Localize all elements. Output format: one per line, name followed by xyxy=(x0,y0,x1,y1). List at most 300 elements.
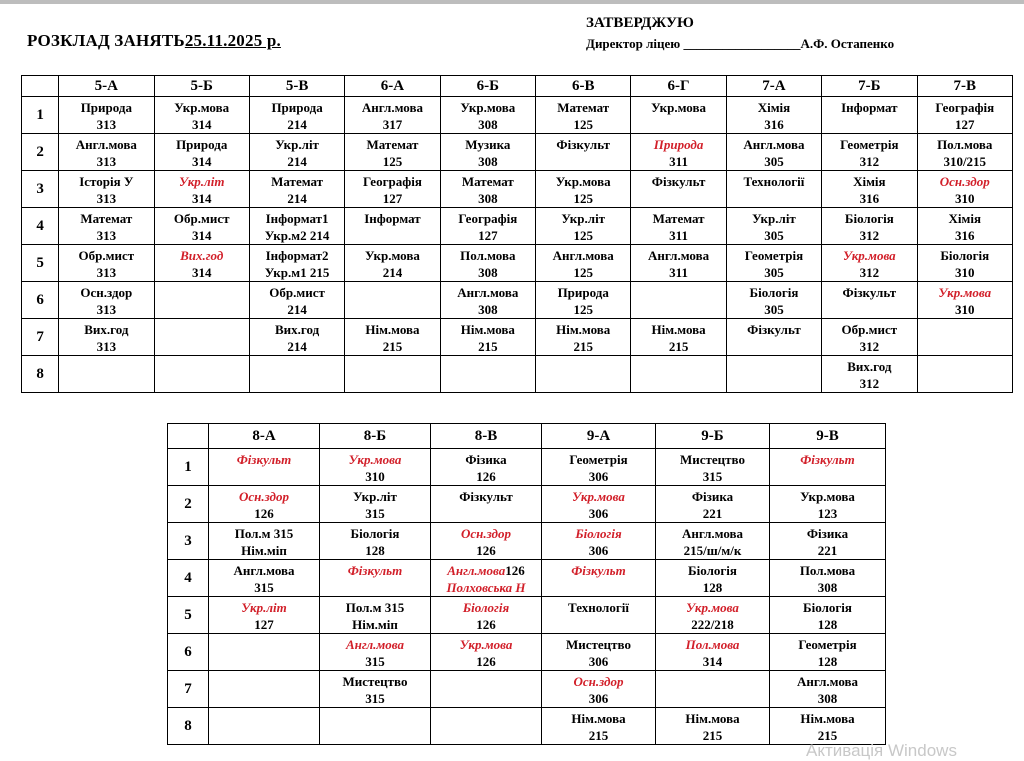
corner-cell xyxy=(22,76,59,97)
lesson-cell xyxy=(209,486,320,523)
lesson-row xyxy=(168,634,886,671)
subject-name: Фізкульт xyxy=(236,452,292,467)
lesson-cell xyxy=(431,634,542,671)
class-header: 7-А xyxy=(726,76,821,97)
room-number: 125 xyxy=(573,191,593,206)
lesson-cell xyxy=(822,356,917,393)
subject-name: Англ.мова xyxy=(361,100,423,115)
class-header: 8-Б xyxy=(320,424,431,449)
room-number: 305 xyxy=(764,228,784,243)
class-header: 8-А xyxy=(209,424,320,449)
lesson-cell xyxy=(542,486,656,523)
lesson-cell xyxy=(154,319,249,356)
lesson-cell xyxy=(440,97,535,134)
lesson-cell xyxy=(209,523,320,560)
lesson-number: 5 xyxy=(168,597,209,634)
lesson-cell xyxy=(431,449,542,486)
subject-name: Біологія xyxy=(940,248,990,263)
lesson-cell xyxy=(320,708,431,745)
lesson-row xyxy=(168,560,886,597)
subject-name: Хімія xyxy=(853,174,886,189)
lesson-cell xyxy=(59,208,154,245)
room-number: 310/215 xyxy=(943,154,987,169)
lesson-cell xyxy=(345,245,440,282)
room-number: 215 xyxy=(573,339,593,354)
page-title xyxy=(27,31,281,51)
lesson-cell xyxy=(536,208,631,245)
subject-name: Вих.год xyxy=(180,248,224,263)
lesson-number: 1 xyxy=(22,97,59,134)
room-number: 312 xyxy=(859,154,880,169)
room-number: 126 xyxy=(476,617,496,632)
room-number: 310 xyxy=(955,265,975,280)
subject-name: Біологія xyxy=(749,285,799,300)
lesson-cell xyxy=(631,97,726,134)
schedule-table-grades-5-7 xyxy=(21,75,1013,393)
subject-name: Природа xyxy=(653,137,704,152)
room-number: 312 xyxy=(859,265,880,280)
room-number: Нім.міп xyxy=(352,617,398,632)
room-number: 312 xyxy=(859,376,880,391)
lesson-cell xyxy=(345,356,440,393)
window-top-border xyxy=(0,0,1024,4)
table-header-row xyxy=(22,76,1013,97)
room-number: 314 xyxy=(191,154,212,169)
approval-block xyxy=(586,15,894,52)
lesson-cell xyxy=(822,245,917,282)
lesson-cell xyxy=(440,134,535,171)
room-number: 312 xyxy=(859,339,880,354)
lesson-cell xyxy=(656,634,770,671)
lesson-cell xyxy=(209,597,320,634)
room-number: 126 xyxy=(476,654,496,669)
room-number: 214 xyxy=(287,117,307,132)
lesson-row xyxy=(168,449,886,486)
subject-name: Хімія xyxy=(948,211,981,226)
lesson-cell xyxy=(345,282,440,319)
lesson-cell xyxy=(726,171,821,208)
room-number: 125 xyxy=(573,117,593,132)
room-number: 314 xyxy=(191,265,212,280)
room-number: 215 xyxy=(702,728,723,743)
subject-name: Осн.здор xyxy=(239,489,289,504)
subject-name: Осн.здор xyxy=(939,174,990,189)
lesson-cell xyxy=(431,523,542,560)
subject-name: Технології xyxy=(743,174,805,189)
director-signature-line: Директор ліцею __________________А.Ф. Остапенко xyxy=(586,36,895,51)
subject-name: Обр.мист xyxy=(78,248,135,263)
room-number: 221 xyxy=(702,506,723,521)
room-number: 313 xyxy=(96,265,117,280)
class-header: 9-В xyxy=(770,424,886,449)
lesson-cell xyxy=(249,245,344,282)
lesson-cell xyxy=(431,486,542,523)
subject-name: Нім.мова xyxy=(365,322,420,337)
lesson-cell xyxy=(770,671,886,708)
room-number: 315 xyxy=(702,469,723,484)
lesson-cell xyxy=(917,208,1012,245)
room-number: 215 xyxy=(668,339,689,354)
room-number: 310 xyxy=(365,469,385,484)
lesson-cell xyxy=(249,356,344,393)
subject-name: Пол.мова xyxy=(460,248,516,263)
room-number: 313 xyxy=(96,339,117,354)
title-date: 25.11.2025 р. xyxy=(184,31,281,50)
subject-name: Укр.літ xyxy=(241,600,287,615)
class-header: 7-В xyxy=(917,76,1012,97)
room-number: 314 xyxy=(191,191,212,206)
lesson-cell xyxy=(431,671,542,708)
lesson-cell xyxy=(631,171,726,208)
subject-name: Геометрія xyxy=(840,137,899,152)
subject-name: Фізкульт xyxy=(571,563,626,578)
subject-name: Біологія xyxy=(844,211,894,226)
room-number: 215 xyxy=(478,339,498,354)
room-number: 308 xyxy=(478,265,498,280)
lesson-cell xyxy=(154,245,249,282)
lesson-cell xyxy=(320,523,431,560)
lesson-cell xyxy=(154,208,249,245)
subject-name: Укр.літ xyxy=(275,137,319,152)
subject-name: Нім.мова xyxy=(460,322,515,337)
room-number: 214 xyxy=(382,265,403,280)
lesson-number: 4 xyxy=(22,208,59,245)
lesson-number: 5 xyxy=(22,245,59,282)
lesson-cell xyxy=(209,634,320,671)
lesson-cell xyxy=(249,171,344,208)
subject-name: Укр.літ xyxy=(561,211,606,226)
lesson-cell xyxy=(536,245,631,282)
lesson-row xyxy=(22,97,1013,134)
room-number: 316 xyxy=(955,228,975,243)
subject-name: Мистецтво xyxy=(680,452,745,467)
subject-name: Нім.мова xyxy=(556,322,611,337)
lesson-cell xyxy=(542,708,656,745)
subject-name: Пол.мова xyxy=(799,563,856,578)
subject-name: Англ.мова xyxy=(345,637,405,652)
room-number: 313 xyxy=(96,154,117,169)
subject-name: Фізкульт xyxy=(800,452,855,467)
lesson-number: 1 xyxy=(168,449,209,486)
lesson-cell xyxy=(431,708,542,745)
lesson-cell xyxy=(656,486,770,523)
subject-name: Географія xyxy=(363,174,422,189)
subject-name: Укр.мова xyxy=(686,600,739,615)
lesson-cell xyxy=(440,245,535,282)
lesson-cell xyxy=(154,97,249,134)
subject-name: Укр.мова xyxy=(938,285,992,300)
subject-name: Укр.літ xyxy=(752,211,796,226)
lesson-cell xyxy=(770,523,886,560)
room-number: 222/218 xyxy=(691,617,734,632)
subject-name: Природа xyxy=(176,137,228,152)
subject-name: Математ xyxy=(366,137,419,152)
lesson-number: 4 xyxy=(168,560,209,597)
title-prefix: РОЗКЛАД ЗАНЯТЬ xyxy=(27,31,185,50)
class-header: 7-Б xyxy=(822,76,917,97)
lesson-cell xyxy=(822,208,917,245)
subject-name: Біологія xyxy=(575,526,622,541)
lesson-cell xyxy=(536,282,631,319)
lesson-cell xyxy=(822,134,917,171)
lesson-cell xyxy=(542,449,656,486)
room-number: 126 xyxy=(476,469,496,484)
teacher-name: Полховська Н xyxy=(446,580,526,595)
subject-name: Пол.м 315 xyxy=(345,600,405,615)
subject-name: Вих.год xyxy=(847,359,892,374)
room-number: 314 xyxy=(702,654,723,669)
lesson-cell xyxy=(656,449,770,486)
subject-name: Інформат1 xyxy=(265,211,329,226)
room-number: 308 xyxy=(478,302,498,317)
room-number: 315 xyxy=(365,506,385,521)
room-number: 128 xyxy=(365,543,385,558)
class-header: 9-Б xyxy=(656,424,770,449)
room-number: 313 xyxy=(96,117,117,132)
room-number: 305 xyxy=(764,265,784,280)
subject-name: Нім.мова xyxy=(685,711,740,726)
lesson-cell xyxy=(770,634,886,671)
lesson-cell xyxy=(154,356,249,393)
room-number: 317 xyxy=(382,117,403,132)
subject-name: Математ xyxy=(80,211,133,226)
lesson-row xyxy=(168,671,886,708)
room-number: 306 xyxy=(588,691,609,706)
lesson-row xyxy=(168,708,886,745)
lesson-cell xyxy=(345,134,440,171)
lesson-cell xyxy=(536,319,631,356)
room-number: 314 xyxy=(191,228,212,243)
lesson-row xyxy=(22,171,1013,208)
subject-name: Осн.здор xyxy=(461,526,511,541)
lesson-cell xyxy=(917,319,1012,356)
lesson-cell xyxy=(536,356,631,393)
subject-name: Укр.літ xyxy=(178,174,225,189)
lesson-cell xyxy=(431,597,542,634)
room-number: 127 xyxy=(478,228,498,243)
room-number: 126 xyxy=(476,543,496,558)
lesson-row xyxy=(22,134,1013,171)
lesson-cell xyxy=(440,171,535,208)
subject-name: Укр.мова xyxy=(365,248,420,263)
lesson-cell xyxy=(320,671,431,708)
lesson-row xyxy=(168,486,886,523)
room-number: 316 xyxy=(859,191,880,206)
room-number: 125 xyxy=(573,228,593,243)
subject-name: Обр.мист xyxy=(173,211,230,226)
lesson-cell xyxy=(345,208,440,245)
subject-name: Англ.мова xyxy=(457,285,519,300)
lesson-cell xyxy=(656,560,770,597)
table-header-row xyxy=(168,424,886,449)
room-number: 310 xyxy=(955,191,975,206)
subject-name: Англ.мова xyxy=(75,137,137,152)
class-header: 5-В xyxy=(249,76,344,97)
subject-name: Пол.мова xyxy=(937,137,993,152)
subject-name: Англ.мова xyxy=(447,563,506,578)
lesson-number: 3 xyxy=(22,171,59,208)
lesson-cell xyxy=(249,282,344,319)
lesson-cell xyxy=(59,134,154,171)
subject-name: Нім.мова xyxy=(651,322,706,337)
room-number: 214 xyxy=(287,191,307,206)
lesson-row xyxy=(22,208,1013,245)
subject-name: Пол.мова xyxy=(685,637,740,652)
room-number: 215 xyxy=(588,728,609,743)
lesson-cell xyxy=(154,171,249,208)
subject-name: Географія xyxy=(935,100,995,115)
lesson-cell xyxy=(631,245,726,282)
subject-name: Нім.мова xyxy=(571,711,626,726)
lesson-cell xyxy=(345,97,440,134)
subject-name: Історія У xyxy=(79,174,134,189)
subject-name: Англ.мова xyxy=(233,563,295,578)
class-header: 6-Г xyxy=(631,76,726,97)
lesson-cell xyxy=(320,597,431,634)
subject-name: Пол.м 315 xyxy=(234,526,294,541)
lesson-cell xyxy=(822,97,917,134)
subject-name: Фізкульт xyxy=(347,563,403,578)
subject-name: Математ xyxy=(652,211,705,226)
room-number: 308 xyxy=(478,117,498,132)
subject-name: Біологія xyxy=(350,526,400,541)
room-number: Укр.м1 215 xyxy=(264,265,330,280)
lesson-number: 7 xyxy=(168,671,209,708)
schedule-table-grades-8-9 xyxy=(167,423,886,745)
lesson-cell xyxy=(822,171,917,208)
subject-name: Англ.мова xyxy=(552,248,614,263)
subject-name: Мистецтво xyxy=(566,637,631,652)
lesson-number: 8 xyxy=(22,356,59,393)
subject-name: Укр.мова xyxy=(800,489,855,504)
subject-name: Нім.мова xyxy=(800,711,855,726)
subject-name: Укр.мова xyxy=(651,100,706,115)
lesson-cell xyxy=(536,97,631,134)
lesson-row xyxy=(22,282,1013,319)
lesson-cell xyxy=(345,319,440,356)
lesson-row xyxy=(22,245,1013,282)
lesson-cell xyxy=(656,708,770,745)
subject-name: Геометрія xyxy=(798,637,857,652)
lesson-cell xyxy=(631,134,726,171)
lesson-cell xyxy=(917,245,1012,282)
lesson-cell xyxy=(209,560,320,597)
windows-activation-watermark: Активація Windows xyxy=(806,741,957,760)
lesson-cell xyxy=(631,282,726,319)
room-number: 214 xyxy=(287,302,307,317)
lesson-row xyxy=(168,523,886,560)
class-header: 8-В xyxy=(431,424,542,449)
room-number: 310 xyxy=(955,302,975,317)
room-number: 315 xyxy=(365,654,385,669)
lesson-cell xyxy=(542,523,656,560)
room-number: 214 xyxy=(287,339,307,354)
lesson-cell xyxy=(440,282,535,319)
subject-name: Геометрія xyxy=(569,452,628,467)
lesson-cell xyxy=(431,560,542,597)
lesson-cell xyxy=(770,449,886,486)
lesson-cell xyxy=(656,671,770,708)
room-number: 128 xyxy=(702,580,723,595)
lesson-cell xyxy=(726,134,821,171)
room-number: 313 xyxy=(96,302,117,317)
lesson-cell xyxy=(536,171,631,208)
room-number: 221 xyxy=(817,543,838,558)
subject-name: Природа xyxy=(557,285,609,300)
subject-name: Інформат2 xyxy=(265,248,329,263)
subject-name: Укр.мова xyxy=(842,248,896,263)
subject-name: Фізика xyxy=(691,489,734,504)
lesson-cell xyxy=(770,708,886,745)
subject-name: Геометрія xyxy=(744,248,804,263)
room-number: 127 xyxy=(955,117,975,132)
room-number: 125 xyxy=(382,154,403,169)
subject-name: Осн.здор xyxy=(80,285,133,300)
lesson-cell xyxy=(917,97,1012,134)
room-number: 125 xyxy=(573,265,593,280)
lesson-cell xyxy=(770,486,886,523)
corner-cell xyxy=(168,424,209,449)
room-number: 215/ш/м/к xyxy=(683,543,742,558)
lesson-cell xyxy=(59,97,154,134)
lesson-cell xyxy=(726,208,821,245)
room-number: 128 xyxy=(817,617,838,632)
lesson-number: 2 xyxy=(168,486,209,523)
lesson-number: 6 xyxy=(168,634,209,671)
lesson-cell xyxy=(726,97,821,134)
lesson-cell xyxy=(822,282,917,319)
class-header: 6-А xyxy=(345,76,440,97)
lesson-cell xyxy=(59,245,154,282)
lesson-cell xyxy=(631,356,726,393)
room-number: 312 xyxy=(859,228,880,243)
lesson-cell xyxy=(249,97,344,134)
subject-name: Обр.мист xyxy=(269,285,325,300)
subject-name: Англ.мова xyxy=(796,674,859,689)
subject-name: Природа xyxy=(271,100,323,115)
room-number: 214 xyxy=(287,154,307,169)
room-number: 313 xyxy=(96,191,117,206)
subject-name: Обр.мист xyxy=(841,322,898,337)
lesson-cell xyxy=(59,282,154,319)
lesson-cell xyxy=(917,282,1012,319)
approval-heading: ЗАТВЕРДЖУЮ xyxy=(586,15,694,31)
lesson-cell xyxy=(154,282,249,319)
subject-name: Географія xyxy=(458,211,518,226)
class-header: 9-А xyxy=(542,424,656,449)
lesson-cell xyxy=(822,319,917,356)
lesson-cell xyxy=(631,208,726,245)
lesson-number: 7 xyxy=(22,319,59,356)
room-number: 126 xyxy=(505,563,525,578)
lesson-cell xyxy=(154,134,249,171)
lesson-cell xyxy=(542,634,656,671)
subject-name: Фізика xyxy=(806,526,849,541)
lesson-cell xyxy=(440,208,535,245)
subject-name: Хімія xyxy=(757,100,791,115)
lesson-cell xyxy=(917,356,1012,393)
subject-name: Фізкульт xyxy=(651,174,706,189)
room-number: 125 xyxy=(573,302,593,317)
lesson-cell xyxy=(249,208,344,245)
lesson-cell xyxy=(209,671,320,708)
room-number: 311 xyxy=(669,228,688,243)
lesson-cell xyxy=(656,597,770,634)
lesson-row xyxy=(22,319,1013,356)
room-number: 306 xyxy=(588,543,609,558)
room-number: 127 xyxy=(254,617,274,632)
lesson-cell xyxy=(542,560,656,597)
